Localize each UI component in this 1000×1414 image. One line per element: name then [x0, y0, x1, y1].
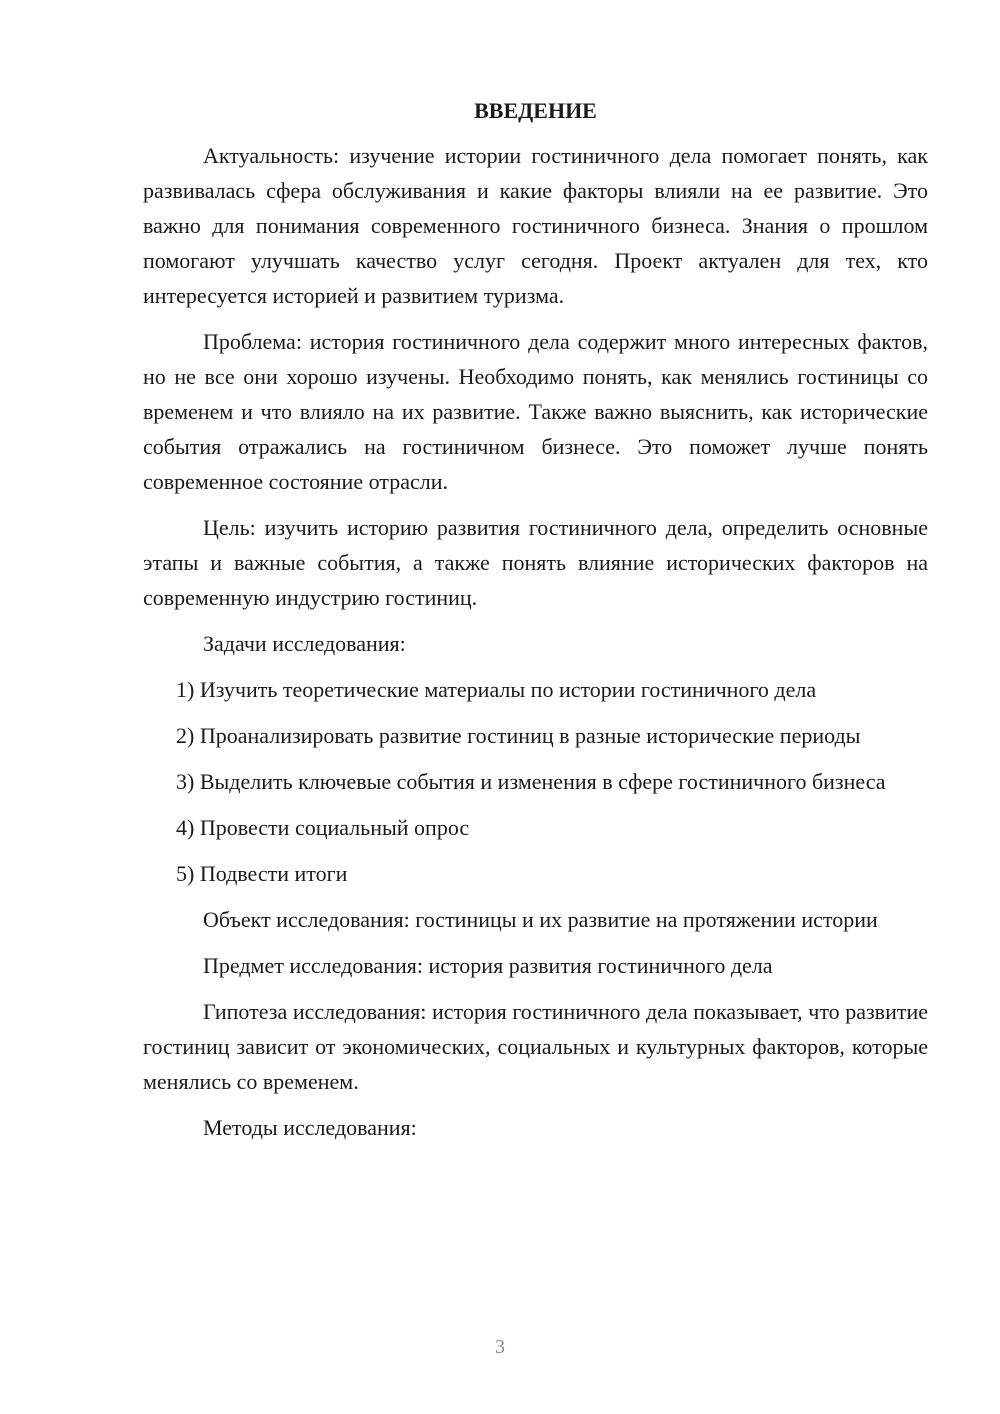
list-item: 1) Изучить теоретические материалы по истории гостиничного дела [176, 677, 817, 702]
page-content [143, 95, 928, 1156]
hypothesis-paragraph: Гипотеза исследования: история гостиничного дела показывает, что развитие гостиниц зависит от экономических, социальных и культурных факторов, которые менялись со временем. [143, 999, 928, 1094]
tasks-heading: Задачи исследования: [203, 631, 406, 656]
methods-heading: Методы исследования: [203, 1115, 417, 1140]
relevance-paragraph: Актуальность: изучение истории гостиничного дела помогает понять, как развивалась сфера обслуживания и какие факторы влияли на ее развитие. Это важно для понимания современного гостиничного бизнеса. Знания о прошлом помогают улучшать качество услуг сегодня. Проект актуален для тех, кто интересуется историей и развитием туризма. [143, 143, 928, 308]
goal-paragraph: Цель: изучить историю развития гостиничного дела, определить основные этапы и важные события, а также понять влияние исторических факторов на современную индустрию гостиниц. [143, 515, 928, 610]
tasks-list [143, 672, 928, 891]
list-item: 2) Проанализировать развитие гостиниц в разные исторические периоды [176, 723, 861, 748]
list-item: 4) Провести социальный опрос [176, 815, 470, 840]
list-item: 5) Подвести итоги [176, 861, 348, 886]
page-number: 3 [495, 1336, 505, 1358]
section-title: ВВЕДЕНИЕ [474, 98, 597, 123]
list-item: 3) Выделить ключевые события и изменения в сфере гостиничного бизнеса [176, 769, 886, 794]
object-paragraph: Объект исследования: гостиницы и их развитие на протяжении истории [203, 907, 878, 932]
subject-paragraph: Предмет исследования: история развития гостиничного дела [203, 953, 773, 978]
problem-paragraph: Проблема: история гостиничного дела содержит много интересных фактов, но не все они хорошо изучены. Необходимо понять, как менялись гостиницы со временем и что влияло на их развитие. Также важно выяснить, как исторические события отражались на гостиничном бизнесе. Это поможет лучше понять современное состояние отрасли. [143, 329, 928, 494]
